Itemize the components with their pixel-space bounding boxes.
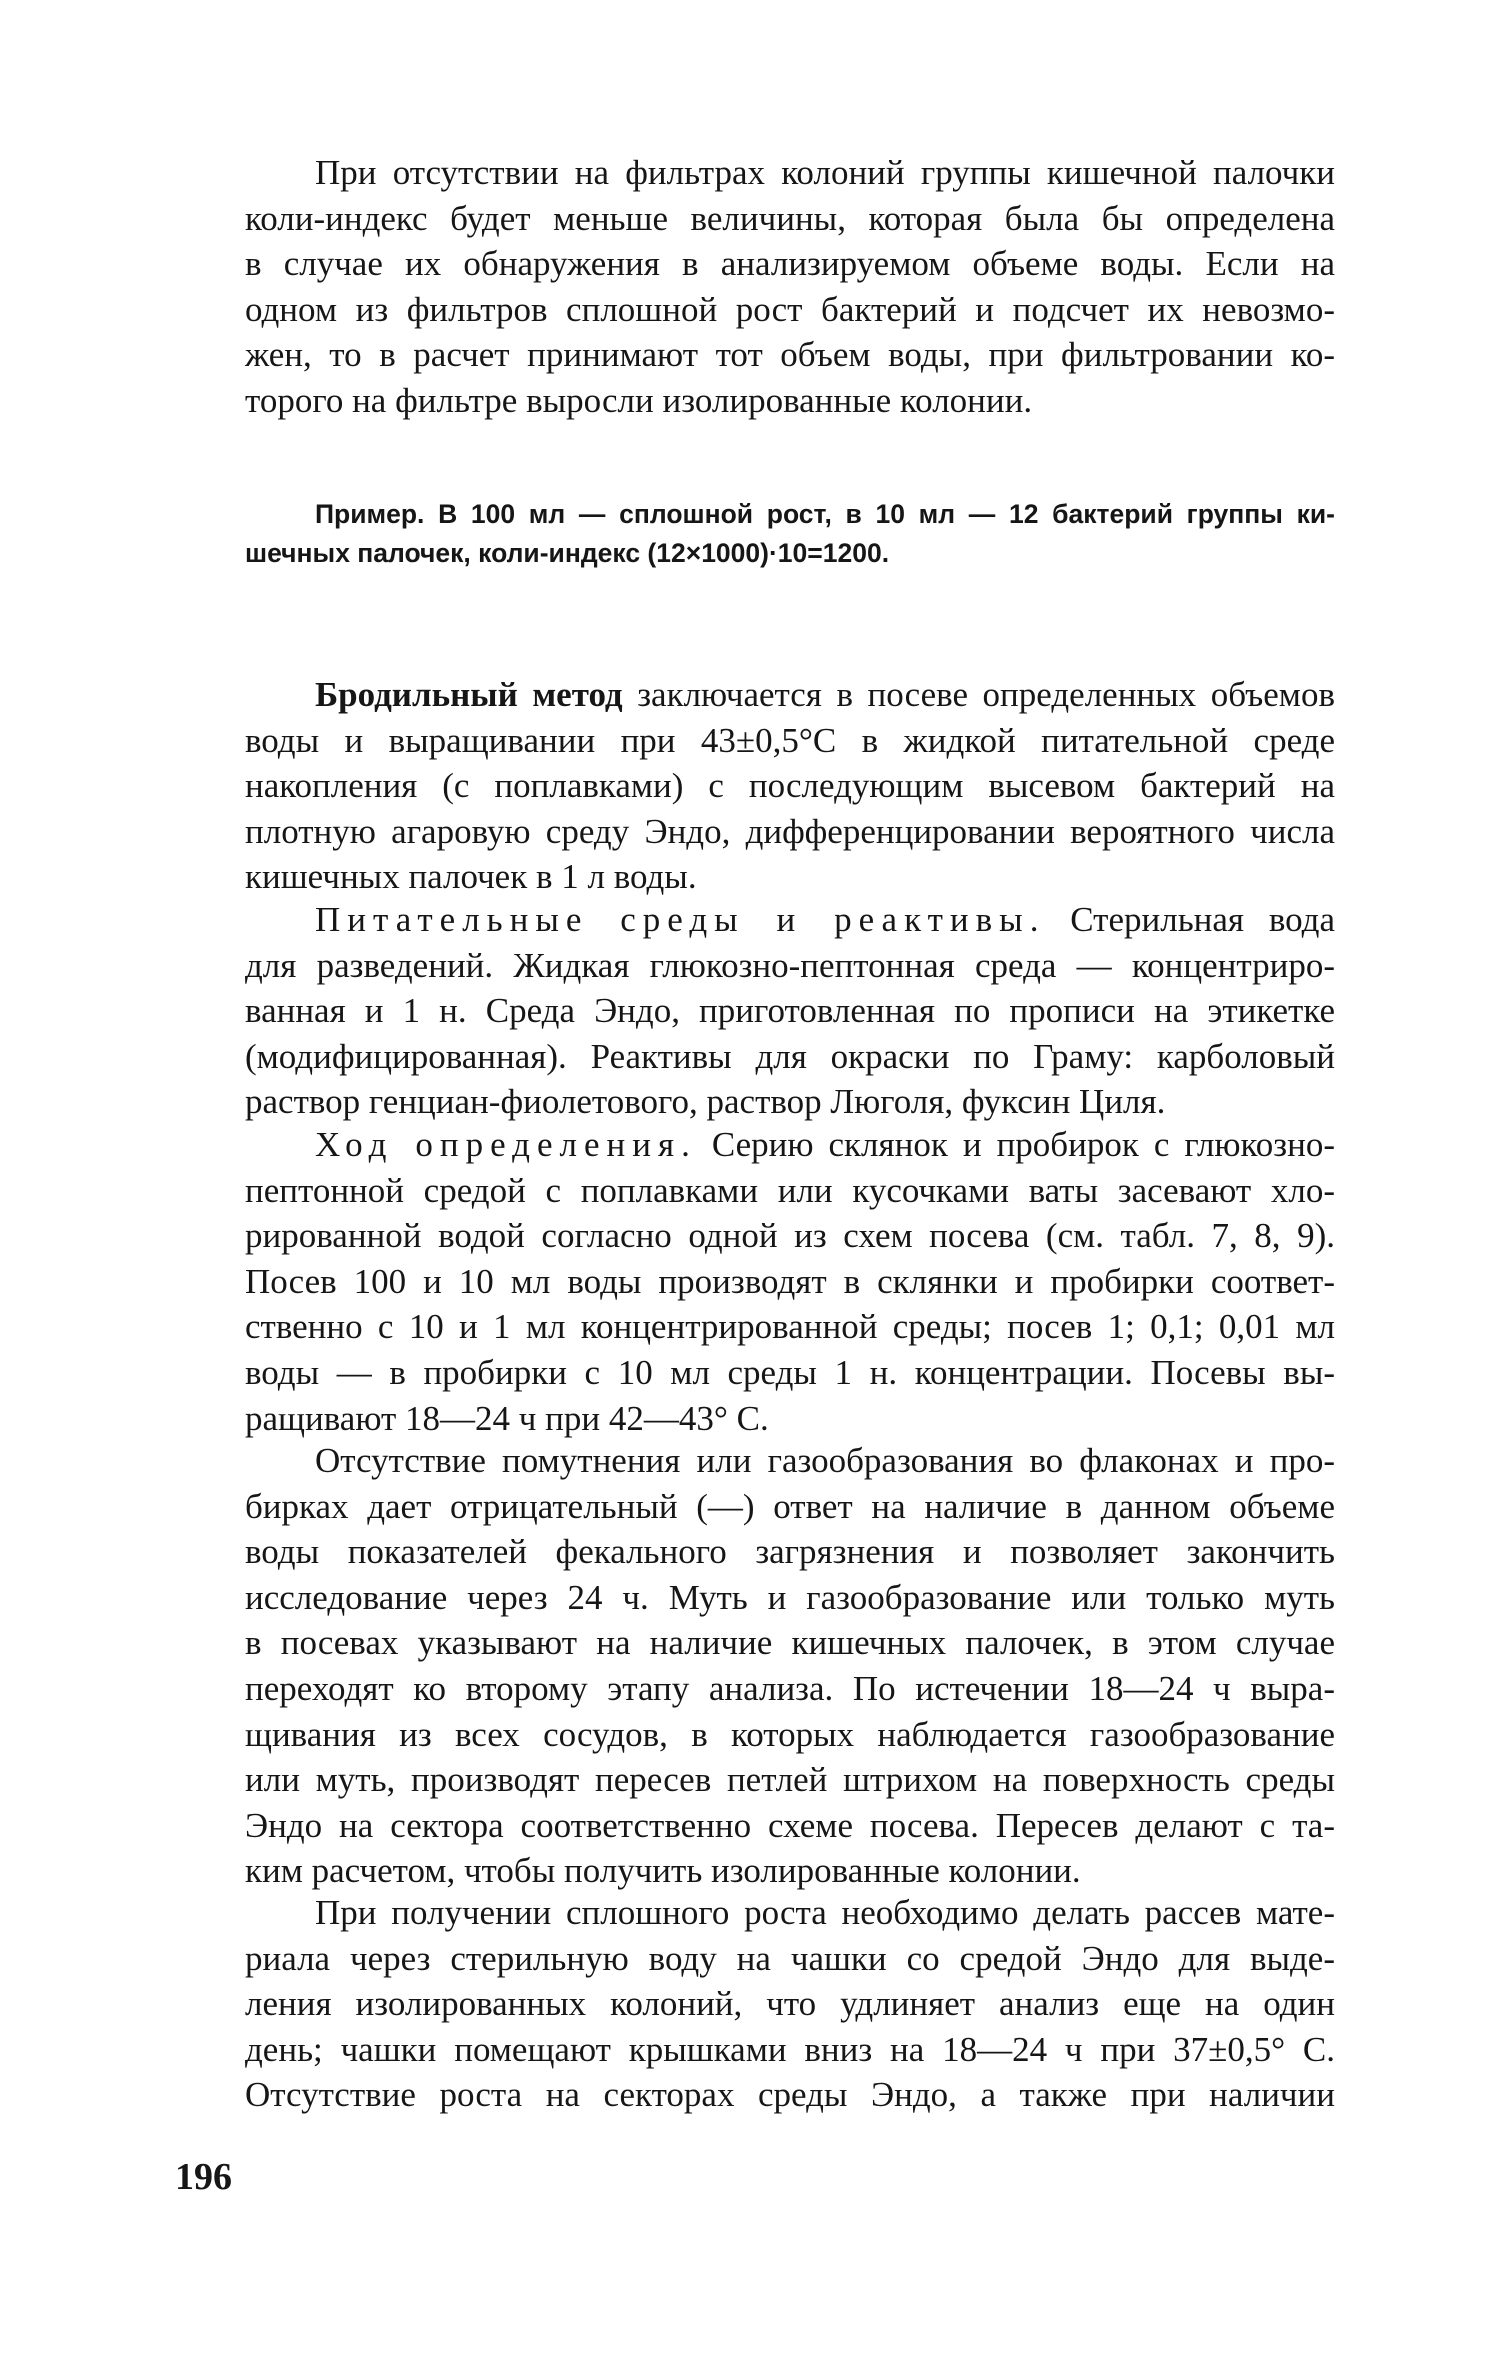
text-line: При отсутствии на фильтрах колоний группы кишечной палочки [315, 153, 1335, 192]
text-line: (модифицированная). Реактивы для окраски по Граму: карболовый [245, 1036, 1335, 1076]
text-line: воды и выращивании при 43±0,5°С в жидкой питательной среде [245, 720, 1335, 760]
page-number: 196 [175, 2156, 232, 2198]
fermentation-lead: Бродильный метод [315, 675, 623, 714]
text-line: щивания из всех сосудов, в которых наблюдается газообразование [245, 1714, 1335, 1754]
text-line: Эндо на сектора соответственно схеме посева. Пересев делают с та- [245, 1805, 1335, 1845]
text-line: ким расчетом, чтобы получить изолированные колонии. [245, 1851, 1081, 1891]
text-line: жен, то в расчет принимают тот объем воды, при фильтровании ко- [245, 335, 1335, 375]
paragraph-absence-turbidity [175, 1438, 1335, 1894]
text-line: Посев 100 и 10 мл воды производят в склянки и пробирки соответ- [245, 1261, 1335, 1301]
example-line: Пример. В 100 мл — сплошной рост, в 10 мл — 12 бактерий группы ки- [315, 499, 1335, 529]
text-line: рированной водой согласно одной из схем посева (см. табл. 7, 8, 9). [245, 1216, 1335, 1256]
paragraph-procedure [175, 1122, 1335, 1441]
text-line: исследование через 24 ч. Муть и газообразование или только муть [245, 1577, 1335, 1617]
text-span: Стерильная вода [1045, 900, 1335, 939]
text-line: плотную агаровую среду Эндо, дифференцировании вероятного числа [245, 811, 1335, 851]
text-line: Отсутствие роста на секторах среды Эндо, а также при наличии [245, 2075, 1335, 2115]
text-line: в посевах указывают на наличие кишечных палочек, в этом случае [245, 1623, 1335, 1663]
text-line [175, 897, 1335, 943]
text-line: коли-индекс будет меньше величины, которая была бы определена [245, 198, 1335, 238]
text-line: раствор генциан-фиолетового, раствор Люголя, фуксин Циля. [245, 1082, 1166, 1122]
example-line: шечных палочек, коли-индекс (12×1000)·10=1200. [245, 538, 890, 568]
text-line: переходят ко второму этапу анализа. По истечении 18—24 ч выра- [245, 1668, 1335, 1708]
text-line: накопления (с поплавками) с последующим высевом бактерий на [245, 766, 1335, 806]
text-line: воды — в пробирки с 10 мл среды 1 н. концентрации. Посевы вы- [245, 1352, 1335, 1392]
text-line [175, 672, 1335, 718]
text-line [175, 1122, 1335, 1168]
text-span: Серию склянок и пробирок с глюкозно- [696, 1125, 1335, 1164]
text-line: для разведений. Жидкая глюкозно-пептонная среда — концентриро- [245, 945, 1335, 985]
text-span: заключается в посеве определенных объемов [622, 675, 1335, 714]
text-line: торого на фильтре выросли изолированные колонии. [245, 380, 1033, 420]
text-line: в случае их обнаружения в анализируемом объеме воды. Если на [245, 244, 1335, 284]
text-line: При получении сплошного роста необходимо делать рассев мате- [315, 1893, 1335, 1932]
paragraph-media-reagents [175, 897, 1335, 1125]
text-line: воды показателей фекального загрязнения и позволяет закончить [245, 1532, 1335, 1572]
text-line: одном из фильтров сплошной рост бактерий и подсчет их невозмо- [245, 289, 1335, 329]
text-line: бирках дает отрицательный (—) ответ на наличие в данном объеме [245, 1486, 1335, 1526]
text-line: ления изолированных колоний, что удлиняет анализ еще на один [245, 1984, 1335, 2024]
text-line: риала через стерильную воду на чашки со средой Эндо для выде- [245, 1938, 1335, 1978]
text-line: день; чашки помещают крышками вниз на 18—24 ч при 37±0,5° С. [245, 2029, 1335, 2069]
example-note [175, 495, 1335, 573]
text-line: ванная и 1 н. Среда Эндо, приготовленная по прописи на этикетке [245, 991, 1335, 1031]
media-lead: Питательные среды и реактивы. [315, 900, 1046, 939]
text-line: кишечных палочек в 1 л воды. [245, 857, 697, 897]
text-line: ственно с 10 и 1 мл концентрированной среды; посев 1; 0,1; 0,01 мл [245, 1307, 1335, 1347]
text-line: ращивают 18—24 ч при 42—43° С. [245, 1398, 769, 1438]
paragraph-filter-absence [175, 150, 1335, 424]
paragraph-continuous-growth [175, 1890, 1335, 2118]
procedure-lead: Ход определения. [315, 1125, 697, 1164]
text-line: или муть, производят пересев петлей штрихом на поверхность среды [245, 1760, 1335, 1800]
text-line: Отсутствие помутнения или газообразования во флаконах и про- [315, 1441, 1335, 1480]
text-line: пептонной средой с поплавками или кусочками ваты засевают хло- [245, 1170, 1335, 1210]
paragraph-fermentation-method [175, 672, 1335, 900]
